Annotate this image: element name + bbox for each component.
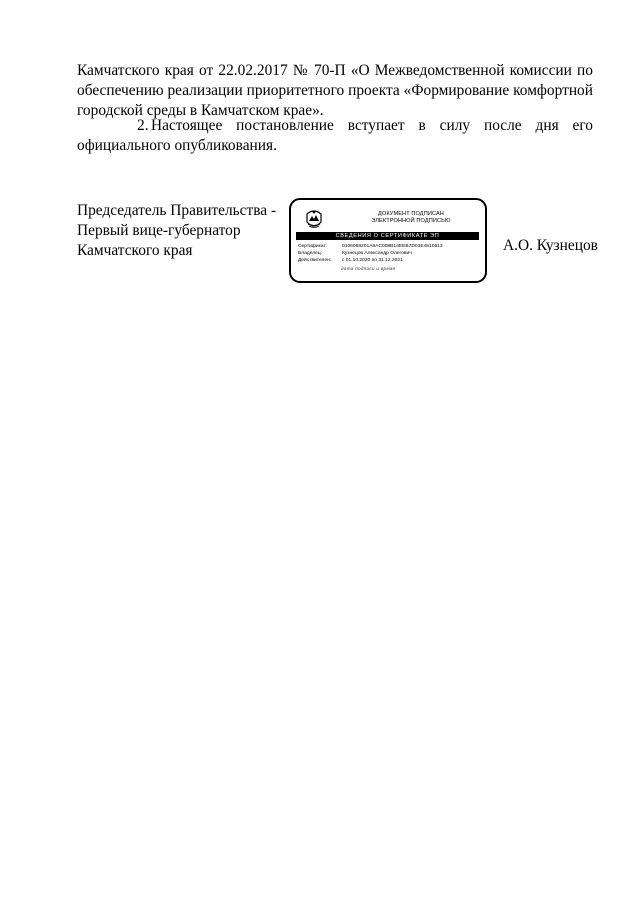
stamp-header-line-2: ЭЛЕКТРОННОЙ ПОДПИСЬЮ [371, 218, 451, 224]
stamp-owner-row [298, 251, 412, 257]
signatory-title-line-1: Председатель Правительства - [77, 202, 277, 219]
body-paragraph-1: Камчатского края от 22.02.2017 № 70-П «О Межведомственной комиссии по обеспечению реализации приоритетного проекта «Формирование комфортной городской среды в Камчатском крае». [77, 62, 593, 119]
owner-value: Кузнецов Александр Олегович [342, 251, 412, 256]
signatory-title-line-3: Камчатского края [77, 242, 193, 259]
stamp-certificate-bar: СВЕДЕНИЯ О СЕРТИФИКАТЕ ЭП [296, 232, 479, 240]
stamp-header [351, 211, 471, 225]
electronic-signature-stamp [289, 198, 487, 283]
stamp-certificate-row [298, 244, 443, 250]
signatory-title [77, 201, 276, 261]
signatory-name: А.О. Кузнецов [503, 237, 598, 254]
signatory-title-line-2: Первый вице-губернатор [77, 222, 241, 239]
validity-value: с 01.10.2020 по 31.12.2021 [342, 258, 403, 263]
stamp-validity-row [298, 258, 403, 264]
owner-label: Владелец: [298, 251, 322, 256]
stamp-header-line-1: ДОКУМЕНТ ПОДПИСАН [378, 211, 444, 217]
body-paragraph-2 [77, 116, 593, 156]
stamp-footer: дата подписи и время [341, 266, 396, 271]
validity-label: Действителен: [298, 258, 332, 263]
paragraph-number: 2. [137, 117, 149, 134]
certificate-value: 0106058201A6AC008B14EEB7D03E4510513 [342, 244, 443, 249]
certificate-label: Сертификат: [298, 244, 328, 249]
coat-of-arms-icon [303, 208, 325, 232]
paragraph-text: Настоящее постановление вступает в силу после дня его официального опубликования. [77, 117, 593, 154]
